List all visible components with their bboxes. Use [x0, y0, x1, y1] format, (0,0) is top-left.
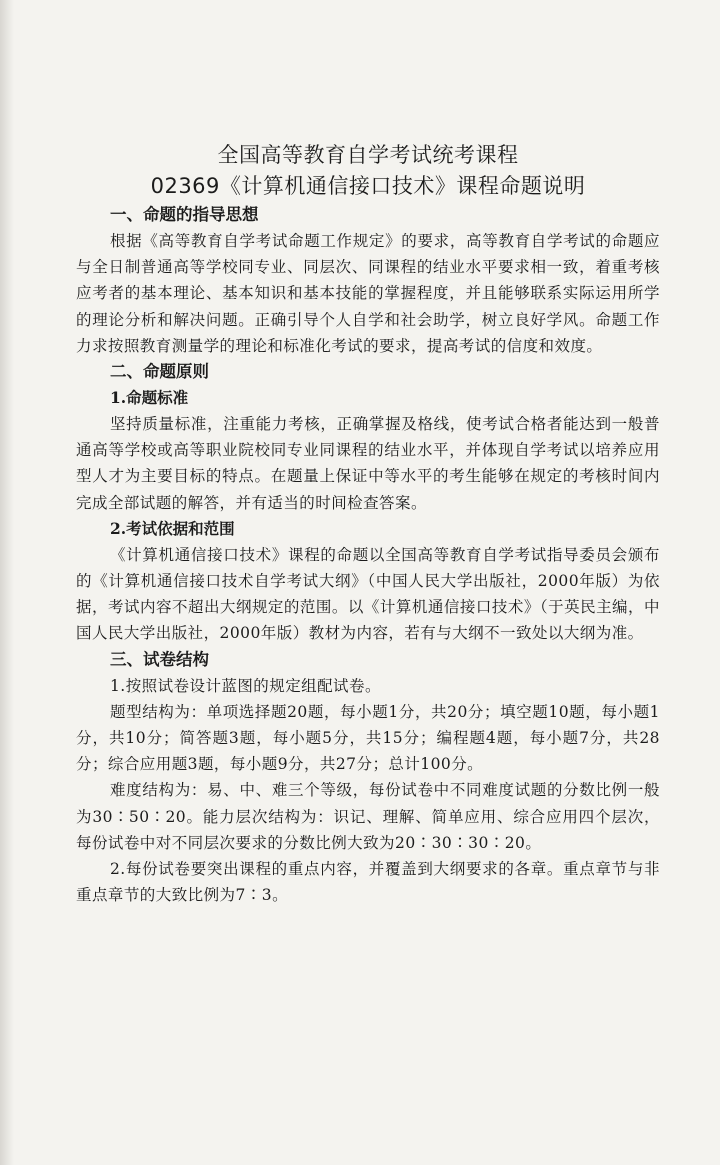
paragraph-guiding-thought: 根据《高等教育自学考试命题工作规定》的要求，高等教育自学考试的命题应与全日制普通高等学校同专业、同层次、同课程的结业水平要求相一致，着重考核应考者的基本理论、基本知识和基本技能的掌握程度，并且能够联系实际运用所学的理论分析和解决问题。正确引导个人自学和社会助学，树立良好学风。命题工作力求按照教育测量学的理论和标准化考试的要求，提高考试的信度和效度。 [76, 232, 660, 355]
section-heading-principles: 二、命题原则 [110, 362, 209, 382]
paragraph-difficulty: 难度结构为：易、中、难三个等级，每份试卷中不同难度试题的分数比例一般为30∶50∶20。能力层次结构为：识记、理解、简单应用、综合应用四个层次，每份试卷中对不同层次要求的分数比例大致为20∶30∶30∶20。 [76, 781, 660, 852]
section-heading-guiding-thought: 一、命题的指导思想 [110, 205, 259, 224]
section-heading-paper-structure: 三、试卷结构 [110, 649, 209, 669]
paragraph-basis-scope: 《计算机通信接口技术》课程的命题以全国高等教育自学考试指导委员会颁布的《计算机通信接口技术自学考试大纲》（中国人民大学出版社，2000年版）为依据，考试内容不超出大纲规定的范围。以《计算机通信接口技术》（于英民主编，中国人民大学出版社，2000年版）教材为内容，若有与大纲不一致处以大纲为准。 [76, 545, 660, 643]
document-title: 全国高等教育自学考试统考课程 [217, 143, 519, 167]
paragraph-standard: 坚持质量标准，注重能力考核，正确掌握及格线，使考试合格者能达到一般普通高等学校或高等职业院校同专业同课程的结业水平，并体现自学考试以培养应用型人才为主要目标的特点。在题量上保证中等水平的考生能够在规定的考核时间内完成全部试题的解答，并有适当的时间检查答案。 [76, 415, 660, 512]
paragraph-structure-item2: 2.每份试卷要突出课程的重点内容，并覆盖到大纲要求的各章。重点章节与非重点章节的大致比例为7∶3。 [76, 860, 660, 905]
paragraph-question-types: 题型结构为：单项选择题20题，每小题1分，共20分；填空题10题，每小题1分，共10分；简答题3题，每小题5分，共15分；编程题4题，每小题7分，共28分；综合应用题3题，每小题9分，共27分；总计100分。 [76, 702, 660, 774]
paragraph-structure-item1: 1.按照试卷设计蓝图的规定组配试卷。 [110, 676, 381, 695]
document-subtitle: 02369《计算机通信接口技术》课程命题说明 [150, 174, 586, 198]
document-body [76, 140, 660, 908]
subheading-basis-scope: 2.考试依据和范围 [110, 518, 235, 538]
subheading-standard: 1.命题标准 [110, 388, 189, 408]
